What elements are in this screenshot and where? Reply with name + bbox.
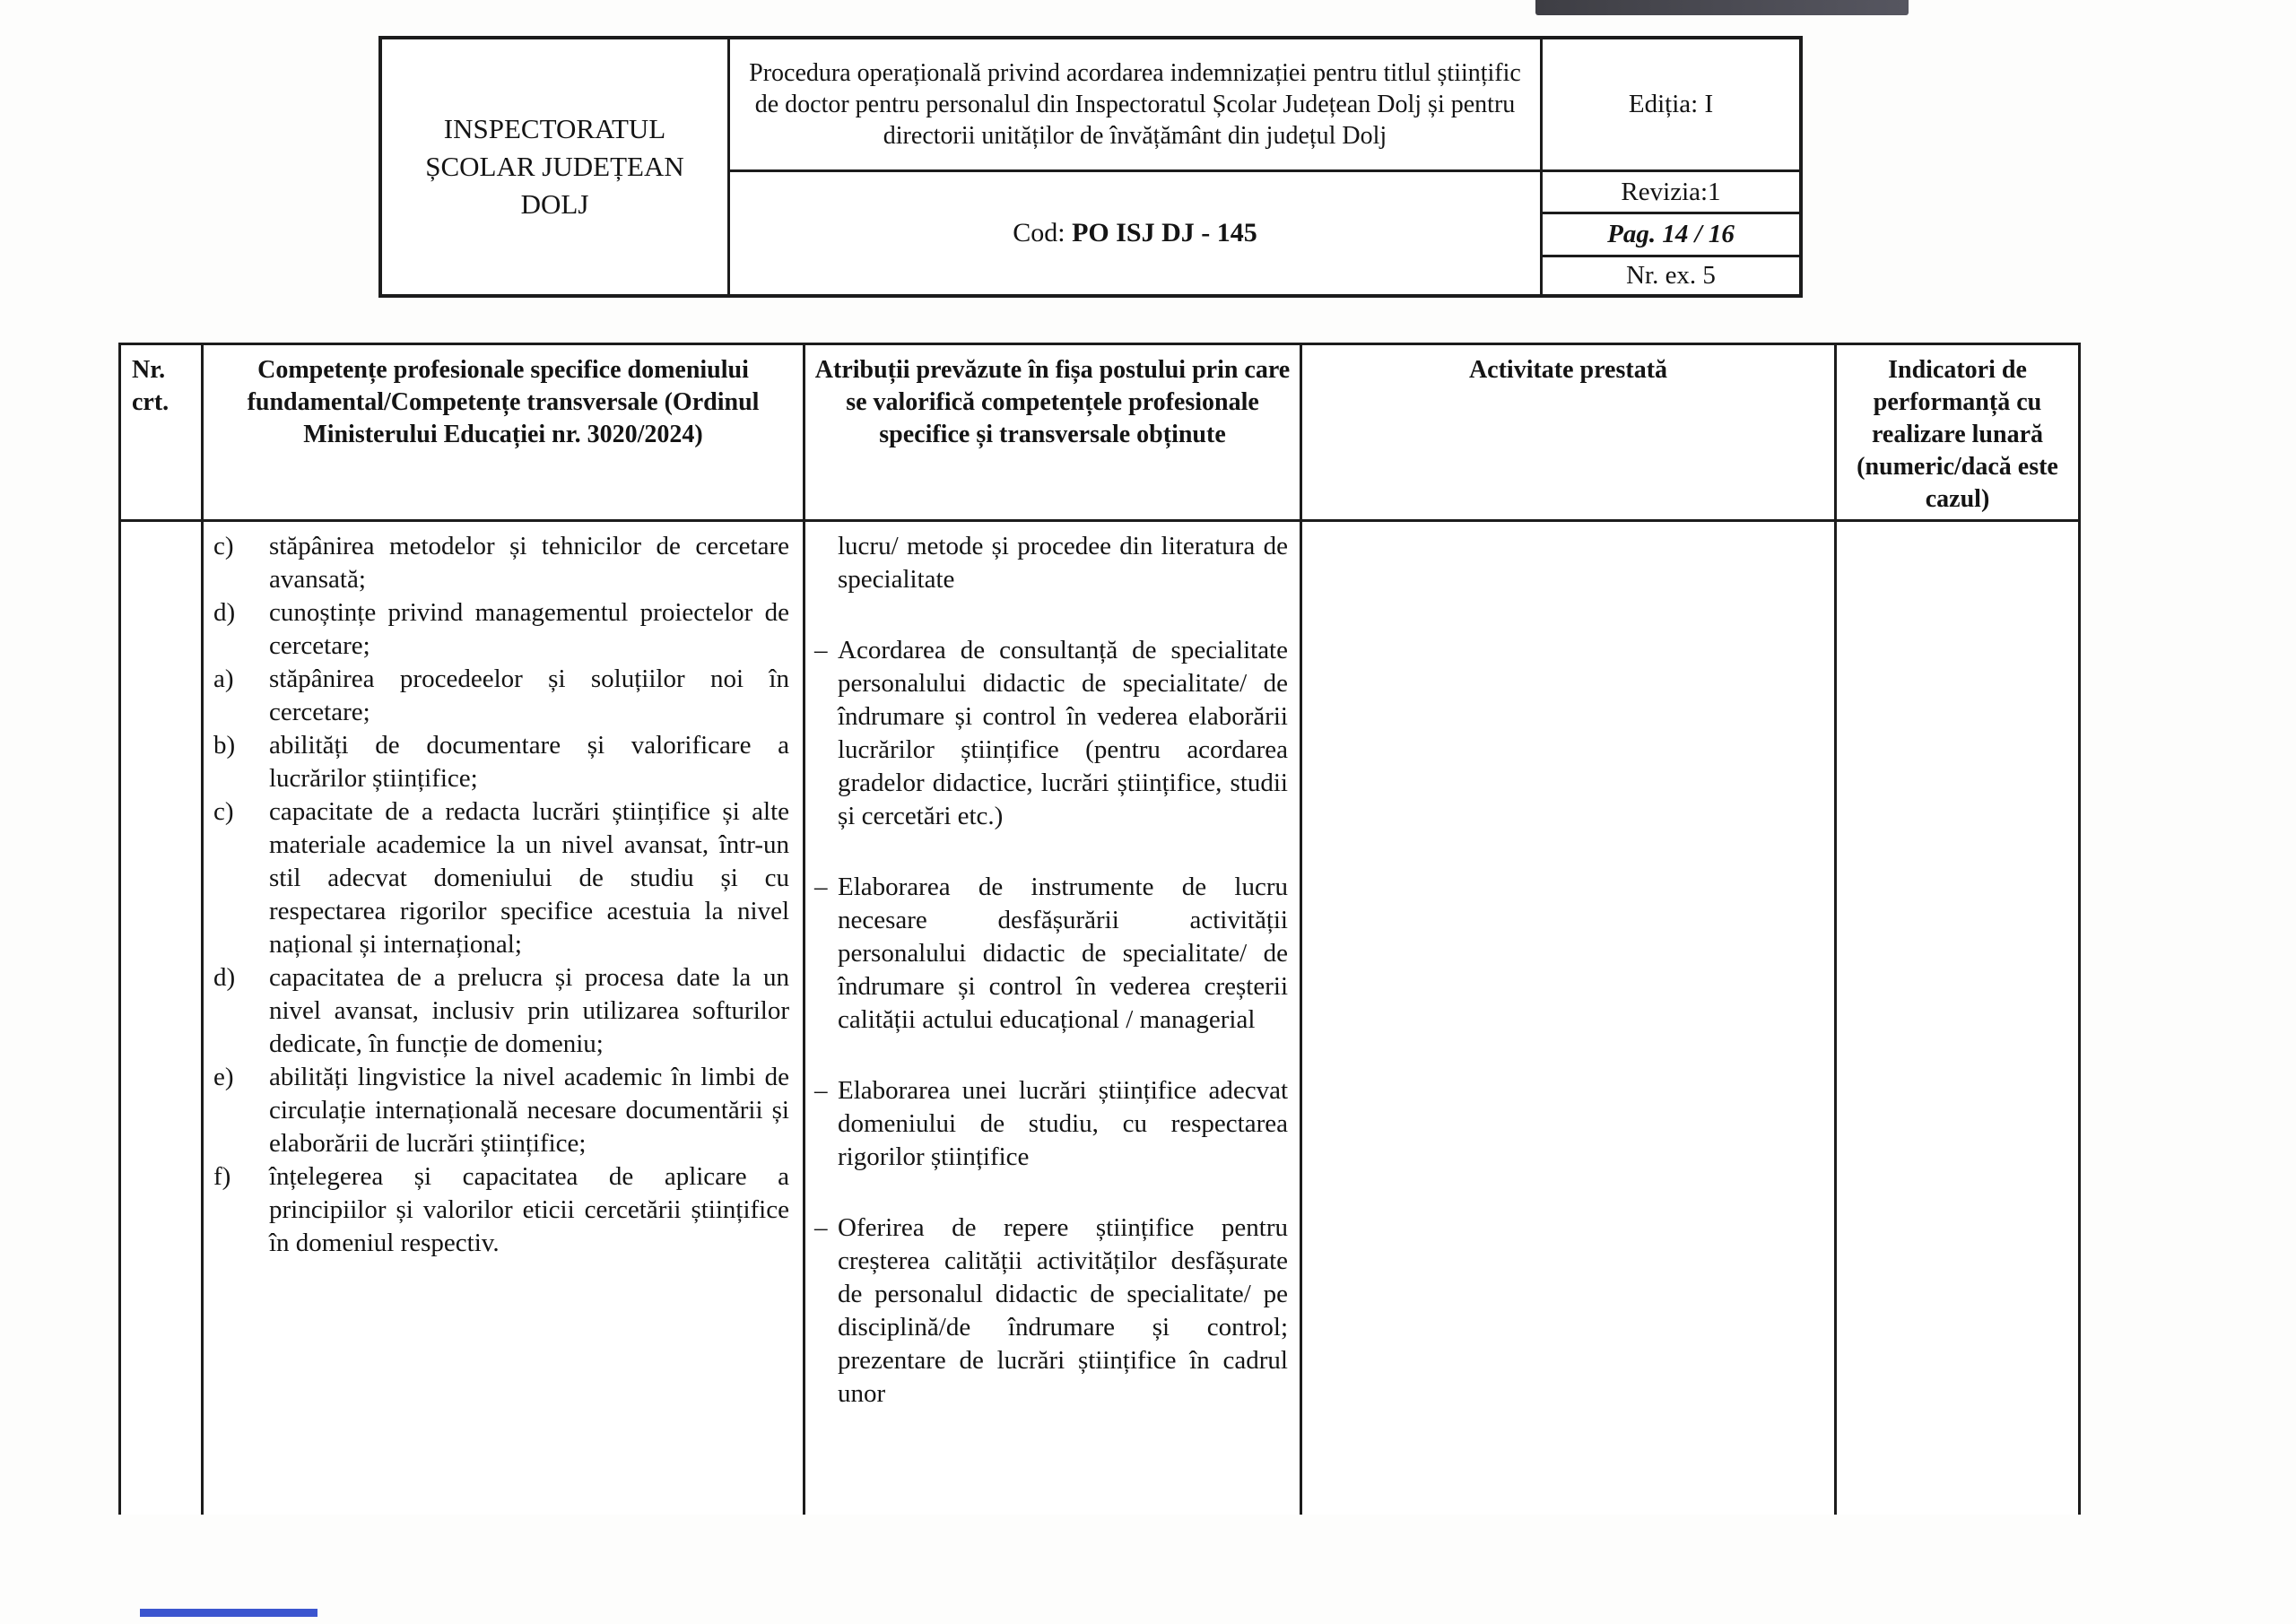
procedure-code <box>730 172 1540 294</box>
procedure-cell <box>730 39 1543 294</box>
org-name-cell <box>382 39 730 294</box>
body-competencies-cell <box>204 522 805 1515</box>
competency-marker: b) <box>213 731 236 760</box>
edition-row: Ediția: I <box>1543 39 1799 172</box>
attribution-paragraph <box>814 871 1288 1037</box>
competency-text: abilități de documentare și valorificare a lucrărilor științifice; <box>269 731 789 793</box>
code-value: PO ISJ DJ - 145 <box>1072 218 1257 248</box>
edition-cell <box>1543 39 1799 294</box>
competency-marker: a) <box>213 664 234 693</box>
body-activitate-cell <box>1302 522 1837 1515</box>
competency-text: cunoștințe privind managementul proiectelor de cercetare; <box>269 598 789 660</box>
attribution-text: Elaborarea de instrumente de lucru necesare desfășurării activității personalului didactic de specialitate/ de îndrumare și control în vederea creșterii calității actului educațional / managerial <box>838 873 1288 1034</box>
col-header-competente: Competențe profesionale specifice domeniului fundamental/Competențe transversale (Ordinul Ministerului Educației nr. 3020/2024) <box>204 345 805 522</box>
competency-text: stăpânirea procedeelor și soluțiilor noi în cercetare; <box>269 664 789 726</box>
scan-artifact-blue-mark <box>140 1609 317 1617</box>
page-number-row: Pag. 14 / 16 <box>1543 214 1799 257</box>
dash-bullet: – <box>814 1213 828 1242</box>
competency-item <box>213 729 789 795</box>
main-table <box>118 343 2081 1515</box>
attribution-text: Acordarea de consultanță de specialitate personalului didactic de specialitate/ de îndrumare și control în vederea elaborării lucrărilor științifice (pentru acordarea gradelor didactice, lucrări științifice, studii și cercetări etc.) <box>838 636 1288 830</box>
dash-bullet: – <box>814 636 828 664</box>
document-header-table <box>378 36 1803 298</box>
attribution-paragraph <box>814 1074 1288 1174</box>
competency-marker: d) <box>213 598 236 627</box>
competency-item <box>213 961 789 1061</box>
competency-marker: c) <box>213 797 234 826</box>
dash-bullet: – <box>814 873 828 901</box>
body-indicatori-cell <box>1837 522 2081 1515</box>
body-nr-crt-cell <box>121 522 204 1515</box>
competency-text: înțelegerea și capacitatea de aplicare a principiilor și valorilor eticii cercetării științifice în domeniul respectiv. <box>269 1162 789 1257</box>
competency-item <box>213 596 789 663</box>
procedure-title: Procedura operațională privind acordarea indemnizației pentru titlul științific de doctor pentru personalul din Inspectoratul Școlar Județean Dolj și pentru directorii unităților de învățământ din județul Dolj <box>730 39 1540 172</box>
dash-bullet: – <box>814 1076 828 1105</box>
copy-number-row: Nr. ex. 5 <box>1626 261 1716 290</box>
competency-marker: d) <box>213 963 236 992</box>
competency-item <box>213 1061 789 1160</box>
competency-text: abilități lingvistice la nivel academic în limbi de circulație internațională necesare documentării și elaborării de lucrări științifice; <box>269 1063 789 1158</box>
competency-item <box>213 1160 789 1260</box>
competency-marker: e) <box>213 1063 234 1091</box>
code-label: Cod: <box>1013 218 1073 248</box>
attribution-paragraph <box>814 634 1288 833</box>
competency-text: capacitatea de a prelucra și procesa date la un nivel avansat, inclusiv prin utilizarea softurilor dedicate, în funcție de domeniu; <box>269 963 789 1058</box>
org-name: INSPECTORATUL ȘCOLAR JUDEȚEAN DOLJ <box>425 113 684 220</box>
col-header-activitate: Activitate prestată <box>1302 345 1837 522</box>
col-header-indicatori: Indicatori de performanță cu realizare lunară (numeric/dacă este cazul) <box>1837 345 2081 522</box>
competency-item <box>213 530 789 596</box>
col-header-nr-crt: Nr. crt. <box>121 345 204 522</box>
attribution-text: Oferirea de repere științifice pentru creșterea calității activităților desfășurate de personalul didactic de specialitate/ pe disciplină/de îndrumare și control; prezentare de lucrări științifice în cadrul unor <box>838 1213 1288 1408</box>
competency-item <box>213 795 789 961</box>
col-header-atributii: Atribuții prevăzute în fișa postului prin care se valorifică competențele profesionale specifice și transversale obținute <box>805 345 1302 522</box>
dash-bullet <box>814 530 838 596</box>
attribution-paragraph <box>814 530 1288 596</box>
competency-marker: f) <box>213 1162 231 1191</box>
competency-item <box>213 663 789 729</box>
body-attributions-cell <box>805 522 1302 1515</box>
attribution-text: Elaborarea unei lucrări științifice adecvat domeniului de studiu, cu respectarea rigorilor științifice <box>838 1076 1288 1171</box>
competency-marker: c) <box>213 532 234 560</box>
competency-text: capacitate de a redacta lucrări științifice și alte materiale academice la un nivel avansat, într-un stil adecvat domeniului de studiu și cu respectarea rigorilor specifice acestuia la nivel național și internațional; <box>269 797 789 959</box>
competency-text: stăpânirea metodelor și tehnicilor de cercetare avansată; <box>269 532 789 594</box>
revision-row: Revizia:1 <box>1543 172 1799 214</box>
attribution-paragraph <box>814 1211 1288 1411</box>
scan-artifact-top-bar <box>1535 0 1909 15</box>
attribution-text: lucru/ metode și procedee din literatura de specialitate <box>838 532 1288 594</box>
